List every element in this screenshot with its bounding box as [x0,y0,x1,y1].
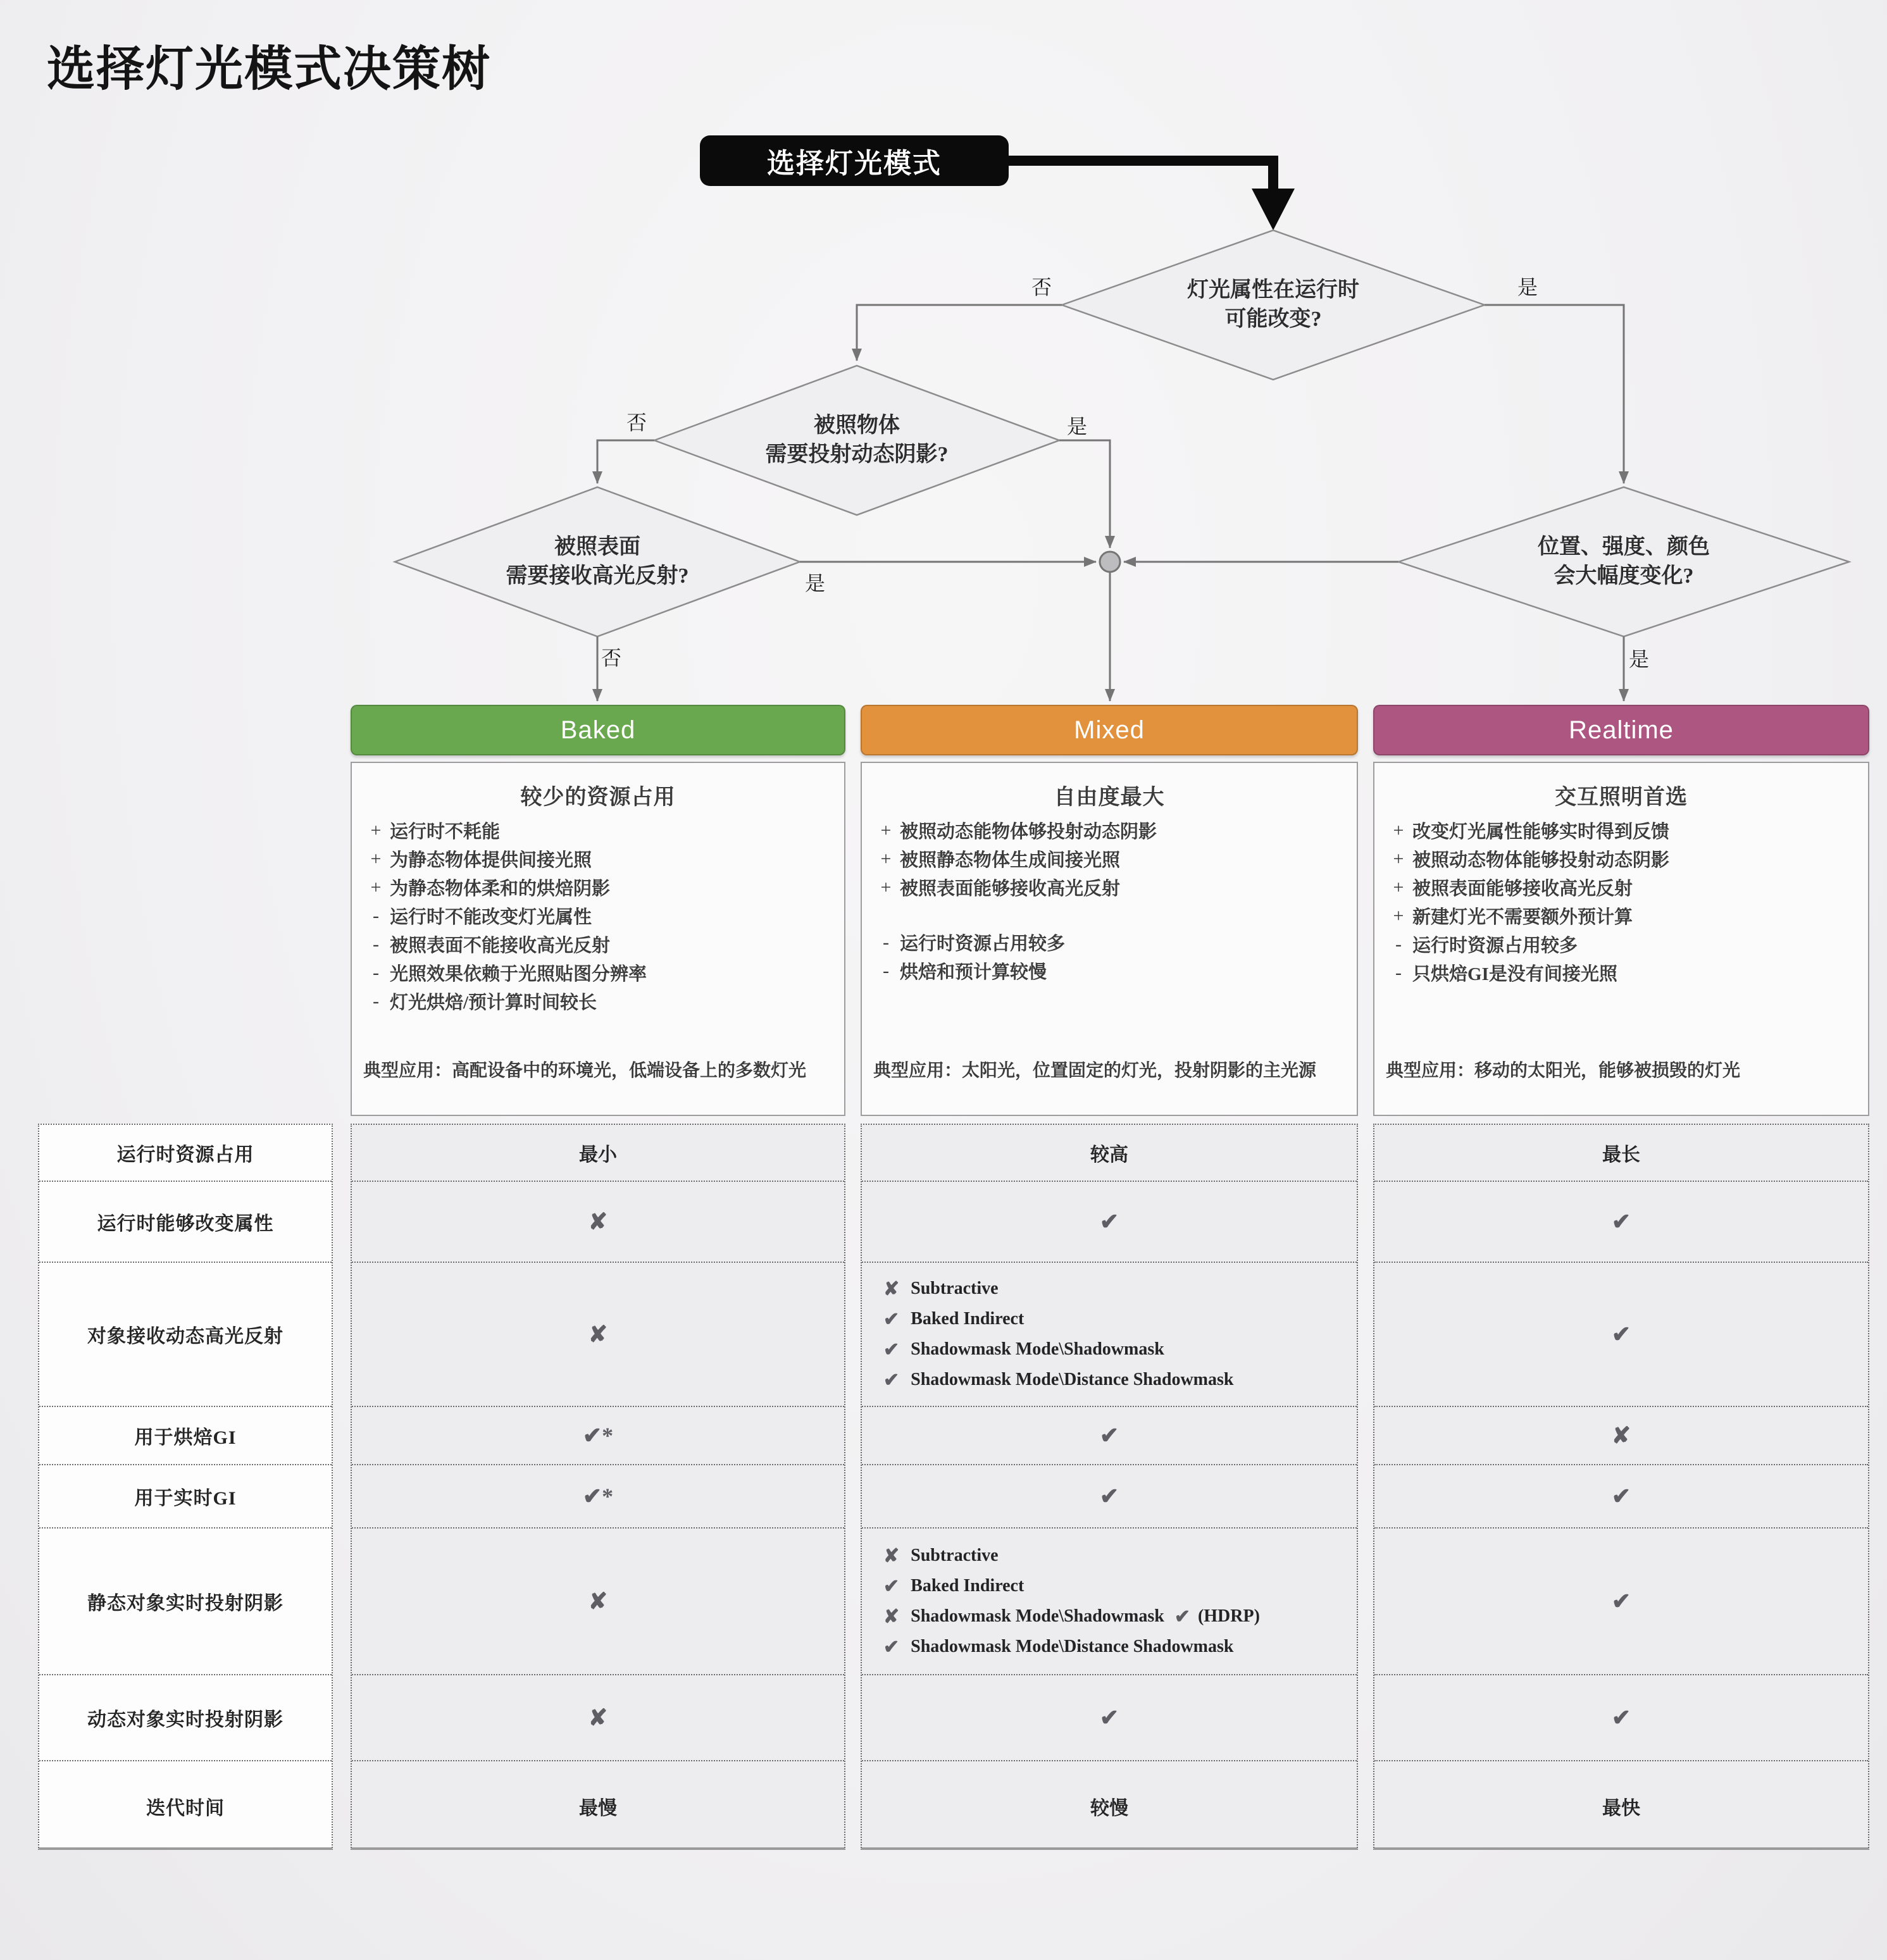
list-item-text: Subtractive [911,1546,999,1565]
mode-header-realtime [1373,705,1869,755]
mode-panel-mixed [861,762,1358,1116]
check-icon: ✔ [1099,1209,1119,1234]
bullet-sign: + [370,819,382,841]
bullet-item [1385,873,1864,902]
row-label: 用于烘焙GI [134,1427,237,1448]
check-icon: ✔ [1611,1589,1631,1614]
cross-icon: ✘ [588,1209,608,1234]
cross-icon: ✘ [588,1589,608,1614]
table-cell [1374,1464,1868,1527]
bullet-item [872,957,1353,985]
table-row-label [39,1674,332,1760]
mode-panel-baked [351,762,845,1116]
decision-line: 被照物体 [814,414,900,438]
decision-text-cast-dynamic-shadows [766,411,949,469]
mark-icon: ✘ [883,1545,900,1566]
bullet-item [872,845,1353,873]
mark-icon: ✔ [883,1339,900,1360]
bullet-item [362,930,840,958]
check-icon: ✔ [1099,1423,1119,1448]
list-item [883,1545,1016,1567]
cell-value: 最慢 [579,1798,617,1819]
table-cell [352,1760,844,1851]
cross-icon: ✘ [588,1705,608,1730]
bullet-sign: + [880,819,892,841]
table-cell [862,1125,1357,1181]
mode-panel-realtime [1373,762,1869,1116]
row-label: 运行时能够改变属性 [97,1213,274,1234]
decision-line: 位置、强度、颜色 [1538,535,1710,559]
row-label: 迭代时间 [146,1798,225,1819]
start-node-label: 选择灯光模式 [767,148,942,179]
bullet-item [872,816,1353,845]
bullet-text: 新建灯光不需要额外预计算 [1412,907,1633,927]
row-label: 用于实时GI [134,1488,237,1509]
bullet-sign: - [1395,962,1402,983]
table-cell [862,1760,1357,1851]
edge-label-yes: 是 [804,572,826,595]
cell-value: 较慢 [1090,1798,1128,1819]
check-icon: ✔ [1611,1484,1631,1509]
check-asterisk-icon: ✔* [582,1484,614,1509]
list-item-text: Baked Indirect [911,1309,1024,1329]
edge-d1-no [857,305,1062,361]
list-item [883,1606,1260,1628]
bullet-item [362,902,840,930]
panel-bullets [872,816,1353,985]
list-item [883,1369,1251,1391]
table-cell [1374,1527,1868,1674]
table-cell [352,1181,844,1262]
bullet-text: 运行时资源占用较多 [1412,936,1578,956]
table-cell [352,1674,844,1760]
mark-icon: ✔ [1174,1606,1190,1627]
cross-icon: ✘ [1611,1423,1631,1448]
bullet-item [1385,845,1864,873]
cross-icon: ✘ [588,1322,608,1347]
bullet-item [1385,816,1864,845]
table-cell-list [862,1527,1357,1674]
check-icon: ✔ [1611,1705,1631,1730]
mark-icon: ✔ [883,1308,900,1330]
edge-label-yes: 是 [1066,415,1088,438]
mark-icon: ✔ [883,1636,900,1658]
bullet-text: 被照表面不能接收高光反射 [390,936,611,956]
table-cell [352,1406,844,1464]
check-icon: ✔ [1611,1209,1631,1234]
edge-label-yes: 是 [1628,648,1650,671]
table-row-label [39,1125,332,1181]
cell-value: 最小 [579,1144,617,1165]
list-item [883,1308,1042,1330]
bullet-item [872,873,1353,902]
table-cell [1374,1181,1868,1262]
row-label: 对象接收动态高光反射 [87,1326,283,1347]
bullet-sign: - [883,931,889,953]
typical-use: 典型应用：太阳光，位置固定的灯光，投射阴影的主光源 [873,1061,1317,1081]
edge-d1-yes [1485,305,1624,483]
bullet-text: 灯光烘焙/预计算时间较长 [390,993,597,1013]
list-item [883,1339,1182,1361]
panel-bullets [1385,816,1864,987]
bullet-sign: + [1393,819,1404,841]
decision-text-light-properties-change [1187,276,1359,334]
bullet-sign: - [1395,933,1402,955]
bullet-item [362,958,840,987]
list-item-text: Baked Indirect [911,1576,1024,1596]
bullet-text: 运行时不能改变灯光属性 [390,907,592,927]
bullet-item [362,845,840,873]
bullet-sign: - [373,933,379,955]
bullet-item [362,873,840,902]
bullet-sign: + [1393,876,1404,898]
mode-header-mixed [861,705,1358,755]
typical-use: 典型应用：高配设备中的环境光，低端设备上的多数灯光 [363,1061,807,1081]
row-label: 静态对象实时投射阴影 [87,1593,283,1614]
panel-summary: 交互照明首选 [1555,786,1688,809]
panel-summary: 较少的资源占用 [520,786,676,809]
table-cell [1374,1674,1868,1760]
edge-label-no: 否 [626,411,647,434]
decision-line: 需要接收高光反射? [506,564,689,588]
table-cell [352,1464,844,1527]
table-row-label [39,1464,332,1527]
bullet-text: 被照静态物体生成间接光照 [900,850,1121,871]
bullet-item [362,987,840,1015]
table-cell [1374,1760,1868,1851]
edge-d2-yes [1059,440,1110,548]
bullet-text: 改变灯光属性能够实时得到反馈 [1412,822,1670,842]
table-row-label [39,1262,332,1406]
start-arrow [1009,161,1273,191]
table-cell [862,1406,1357,1464]
start-arrowhead [1252,189,1295,230]
table-cell [352,1125,844,1181]
bullet-item [872,928,1353,957]
edge-label-no: 否 [1031,276,1052,299]
page-title: 选择灯光模式决策树 [47,43,491,96]
table-row-label [39,1760,332,1851]
decision-line: 会大幅度变化? [1554,564,1694,588]
mode-header-baked [351,705,845,755]
table-cell [862,1181,1357,1262]
table-cell [1374,1406,1868,1464]
list-item [883,1636,1251,1658]
bullet-sign: + [880,848,892,869]
bullet-item [1385,930,1864,958]
table-cell [1374,1262,1868,1406]
decision-line: 灯光属性在运行时 [1187,278,1359,302]
mark-icon: ✘ [883,1278,900,1299]
table-label-column [38,1124,333,1850]
decision-text-position-intensity-color [1538,533,1710,591]
bullet-sign: + [1393,848,1404,869]
bullet-text: 被照动态能物体够投射动态阴影 [900,822,1157,842]
decision-line: 被照表面 [554,535,640,559]
panel-bullets [362,816,840,1015]
mark-icon: ✘ [883,1606,900,1627]
table-cell [862,1674,1357,1760]
bullet-sign: - [883,960,889,981]
check-asterisk-icon: ✔* [582,1423,614,1448]
cell-value: 较高 [1090,1144,1128,1165]
row-label: 运行时资源占用 [116,1144,254,1165]
check-icon: ✔ [1099,1484,1119,1509]
cell-value: 最快 [1602,1798,1640,1819]
table-column-realtime [1373,1124,1869,1850]
cell-value: 最长 [1602,1144,1640,1165]
typical-use: 典型应用：移动的太阳光，能够被损毁的灯光 [1386,1061,1741,1081]
bullet-sign: + [1393,905,1404,926]
decision-text-receive-specular [506,533,689,591]
bullet-sign: + [370,848,382,869]
table-cell-list [862,1262,1357,1406]
check-icon: ✔ [1099,1705,1119,1730]
bullet-text: 烘焙和预计算较慢 [900,962,1047,983]
bullet-text: 被照动态物体能够投射动态阴影 [1412,850,1670,871]
junction-node [1100,552,1120,572]
mark-icon: ✔ [883,1575,900,1597]
row-label: 动态对象实时投射阴影 [87,1709,283,1730]
table-cell [352,1527,844,1674]
mode-header-label: Realtime [1569,716,1674,744]
bullet-sign: - [373,962,379,983]
table-cell [352,1262,844,1406]
bullet-item [1385,902,1864,930]
list-item-text: Shadowmask Mode\Distance Shadowmask [911,1637,1234,1656]
bullet-item [362,816,840,845]
edge-d2-no [597,440,654,483]
mark-icon: ✔ [883,1369,900,1391]
decision-line: 可能改变? [1224,307,1322,331]
bullet-sign: + [370,876,382,898]
table-row-label [39,1181,332,1262]
bullet-text: 为静态物体柔和的烘焙阴影 [390,879,611,899]
bullet-text: 运行时资源占用较多 [900,934,1066,954]
bullet-text: 只烘焙GI是没有间接光照 [1412,964,1617,984]
mode-header-label: Baked [560,716,636,744]
table-row-label [39,1527,332,1674]
edge-label-no: 否 [601,647,622,669]
bullet-sign: - [373,905,379,926]
edge-label-yes: 是 [1517,276,1538,299]
bullet-sign: - [373,990,379,1012]
decision-line: 需要投射动态阴影? [765,443,949,466]
panel-summary: 自由度最大 [1054,786,1165,809]
table-column-mixed [861,1124,1358,1850]
list-item-text: Shadowmask Mode\Shadowmask [911,1339,1164,1359]
bullet-text: 为静态物体提供间接光照 [390,850,592,871]
table-column-baked [351,1124,845,1850]
start-node [700,135,1009,186]
mode-header-label: Mixed [1074,716,1145,744]
check-icon: ✔ [1611,1322,1631,1347]
table-cell [862,1464,1357,1527]
list-item-text: (HDRP) [1197,1606,1260,1626]
list-item [883,1575,1042,1597]
bullet-text: 运行时不耗能 [390,822,501,842]
table-row-label [39,1406,332,1464]
table-cell [1374,1125,1868,1181]
list-item-text: Shadowmask Mode\Distance Shadowmask [911,1370,1234,1389]
list-item-text: Subtractive [911,1279,999,1298]
bullet-text: 光照效果依赖于光照贴图分辨率 [390,964,647,984]
list-item-text: Shadowmask Mode\Shadowmask [911,1606,1164,1626]
bullet-sign: + [880,876,892,898]
bullet-text: 被照表面能够接收高光反射 [900,879,1121,899]
bullet-text: 被照表面能够接收高光反射 [1412,879,1633,899]
list-item [883,1278,1016,1300]
bullet-item [1385,958,1864,987]
